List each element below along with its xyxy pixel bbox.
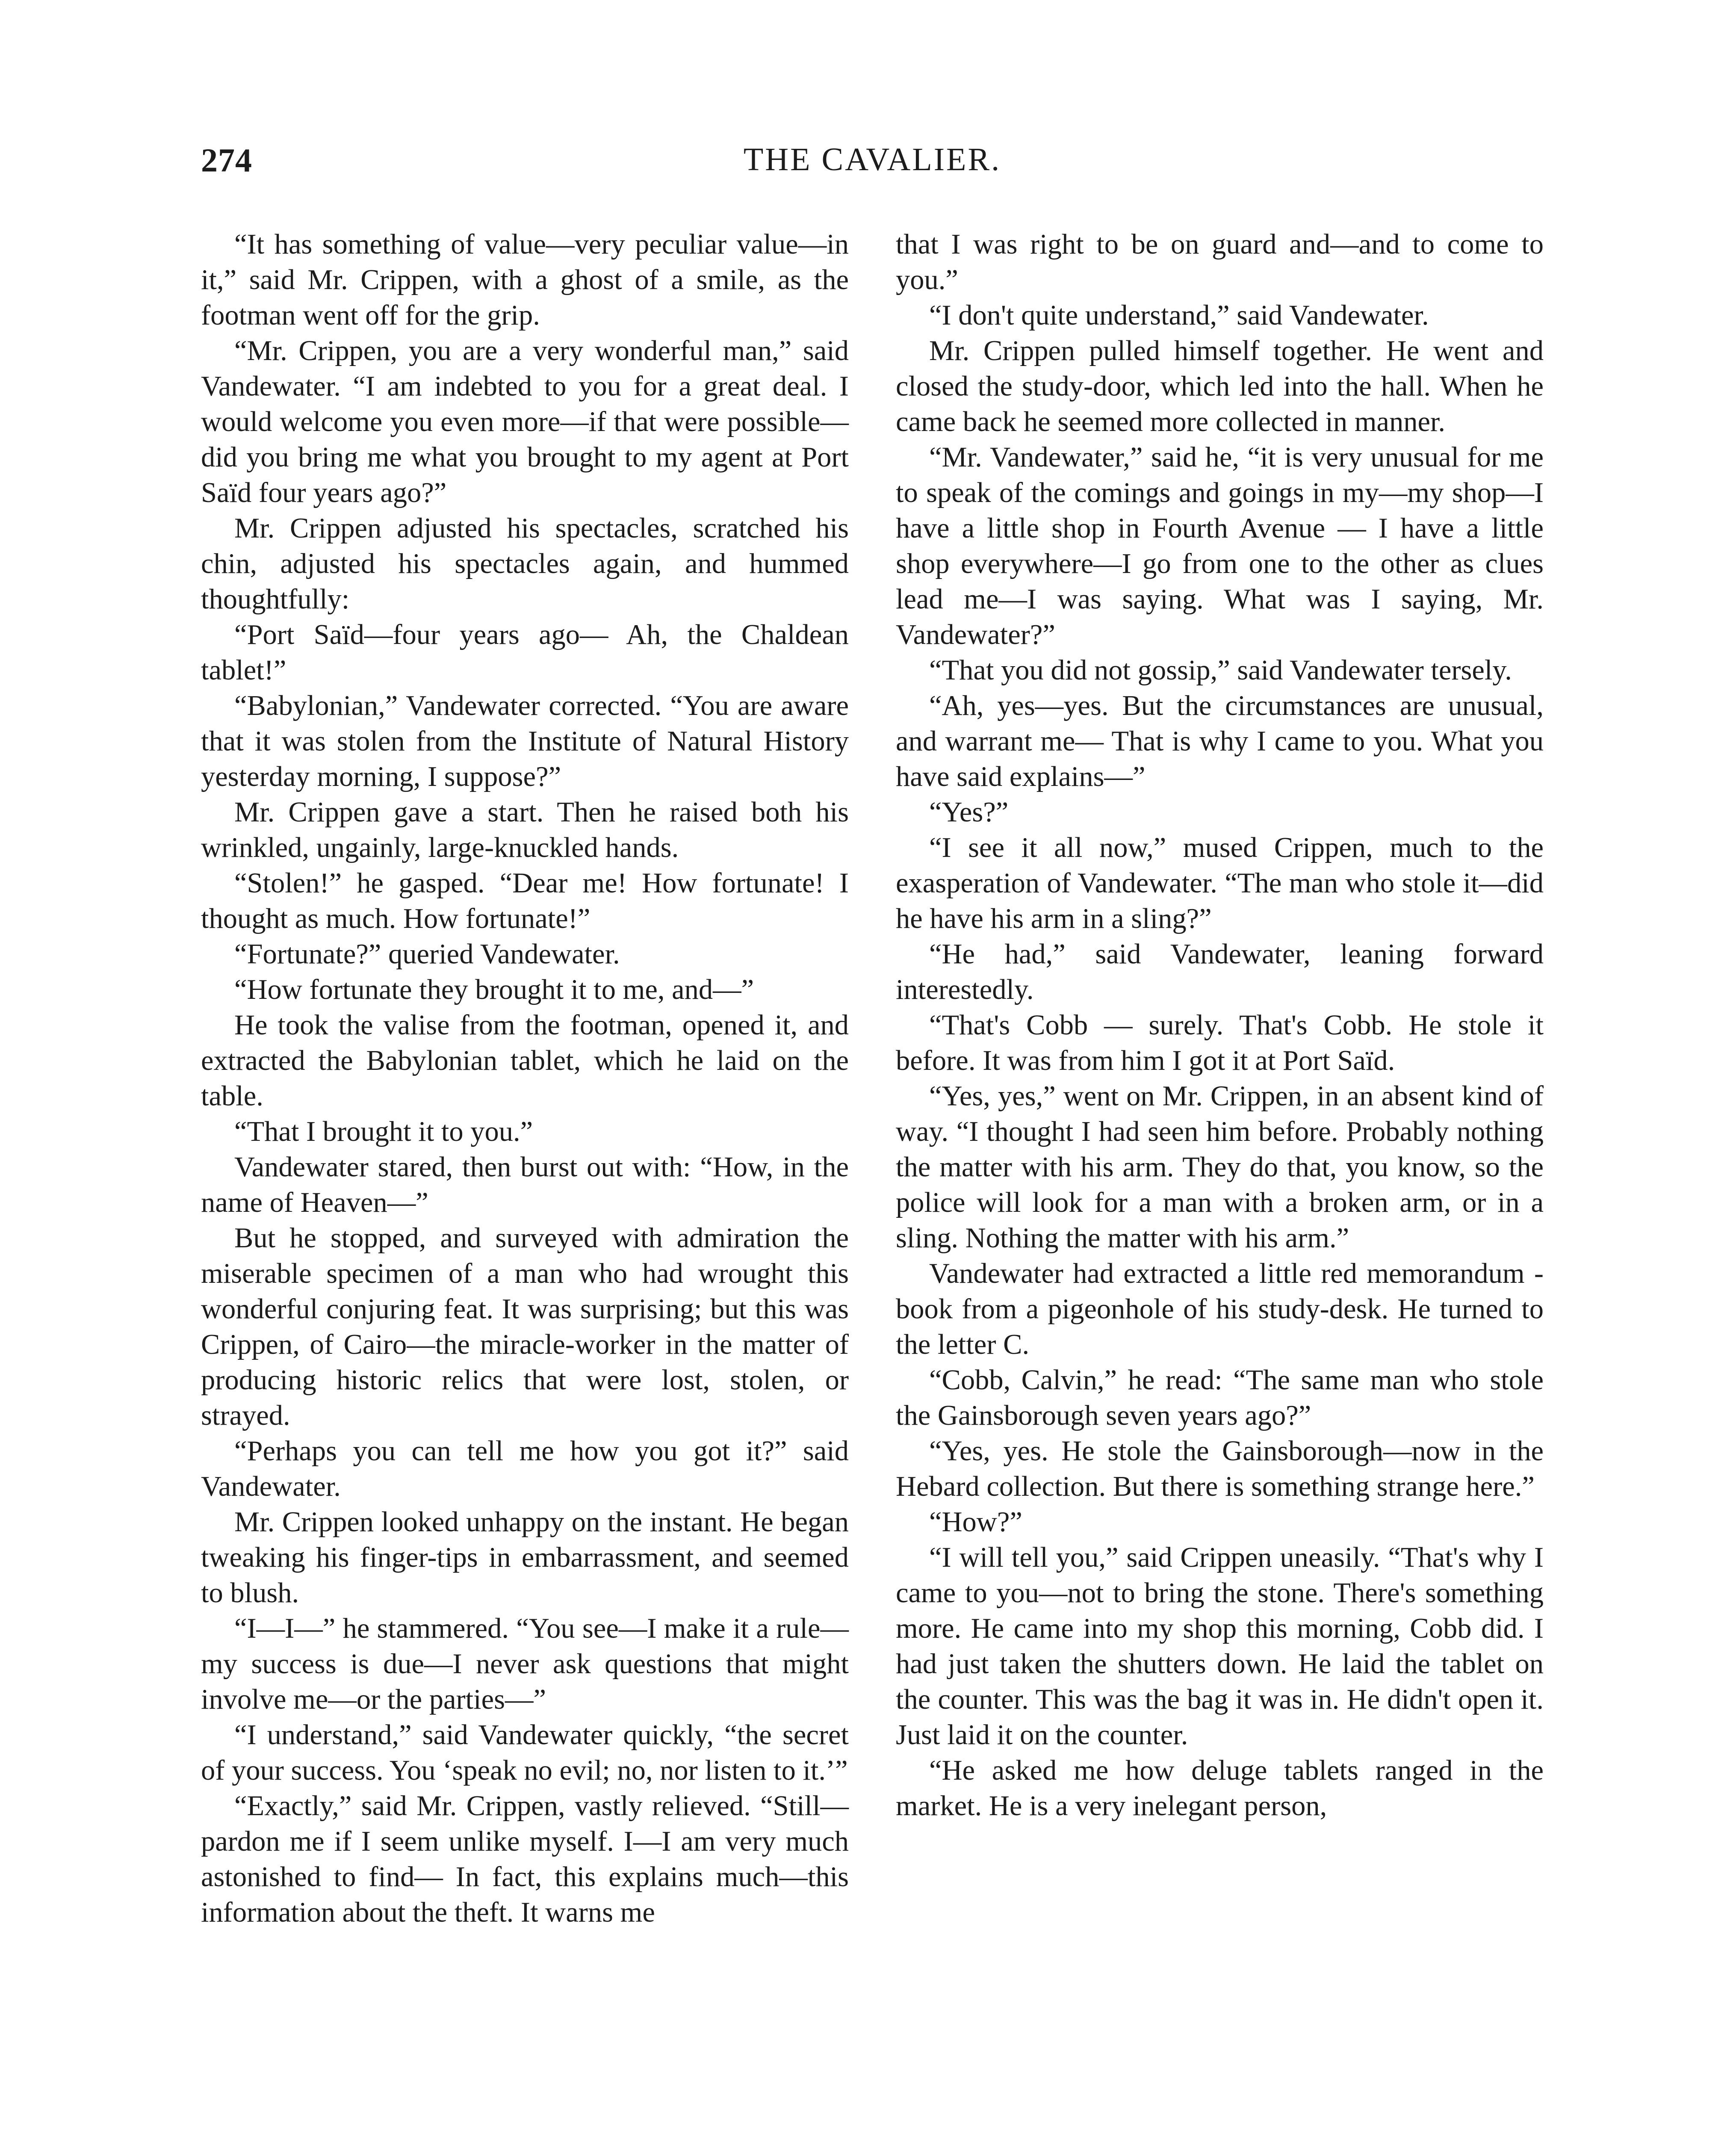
paragraph: “I will tell you,” said Crippen uneasily. “That's why I came to you—not to bring the stone. There's something more. He came into my shop this morning, Cobb did. I had just taken the shutters down. He laid the tablet on the counter. This was the bag it was in. He didn't open it. Just laid it on the counter.	[896, 1542, 1544, 1751]
paragraph: “Yes?”	[929, 797, 1009, 828]
paragraph: He took the valise from the footman, opened it, and extracted the Babylonian tablet, which he laid on the table.	[201, 1010, 849, 1112]
paragraph: “Yes, yes,” went on Mr. Crippen, in an absent kind of way. “I thought I had seen him before. Probably nothing the matter with his arm. They do that, you know, so the police will look for a man with a broken arm, or in a sling. Nothing the matter with his arm.”	[896, 1081, 1544, 1254]
paragraph: “That's Cobb — surely. That's Cobb. He stole it before. It was from him I got it at Port Saïd.	[896, 1010, 1544, 1076]
paragraph: But he stopped, and surveyed with admiration the miserable specimen of a man who had wrought this wonderful conjuring feat. It was surprising; but this was Crippen, of Cairo—the miracle-worker in the matter of producing historic relics that were lost, stolen, or strayed.	[201, 1223, 849, 1431]
paragraph: Vandewater had extracted a little red memorandum - book from a pigeonhole of his study-desk. He turned to the letter C.	[896, 1258, 1544, 1360]
paragraph: “Mr. Vandewater,” said he, “it is very unusual for me to speak of the comings and goings in my—my shop—I have a little shop in Fourth Avenue — I have a little shop everywhere—I go from one to the other as clues lead me—I was saying. What was I saying, Mr. Vandewater?”	[896, 442, 1544, 650]
paragraph: “That I brought it to you.”	[234, 1116, 533, 1147]
paragraph: “Stolen!” he gasped. “Dear me! How fortunate! I thought as much. How fortunate!”	[201, 868, 849, 934]
paragraph: Mr. Crippen pulled himself together. He went and closed the study-door, which led into the hall. When he came back he seemed more collected in manner.	[896, 335, 1544, 437]
paragraph: “Fortunate?” queried Vandewater.	[234, 939, 620, 970]
page-header	[201, 141, 1544, 188]
paragraph: “Yes, yes. He stole the Gainsborough—now in the Hebard collection. But there is something strange here.”	[896, 1435, 1544, 1502]
paragraph: Mr. Crippen adjusted his spectacles, scratched his chin, adjusted his spectacles again, and hummed thoughtfully:	[201, 513, 849, 615]
paragraph: “Mr. Crippen, you are a very wonderful man,” said Vandewater. “I am indebted to you for a great deal. I would welcome you even more—if that were possible—did you bring me what you brought to my agent at Port Saïd four years ago?”	[201, 335, 849, 508]
paragraph: “Port Saïd—four years ago— Ah, the Chaldean tablet!”	[201, 619, 849, 686]
paragraph: “He had,” said Vandewater, leaning forward interestedly.	[896, 939, 1544, 1005]
paragraph: “How fortunate they brought it to me, and—”	[234, 974, 754, 1005]
paragraph: “Cobb, Calvin,” he read: “The same man who stole the Gainsborough seven years ago?”	[896, 1364, 1544, 1431]
paragraph: “Ah, yes—yes. But the circumstances are unusual, and warrant me— That is why I came to you. What you have said explains—”	[896, 690, 1544, 792]
paragraph: “I don't quite understand,” said Vandewater.	[929, 300, 1429, 331]
paragraph: “He asked me how deluge tablets ranged in the market. He is a very inelegant person,	[896, 1755, 1544, 1822]
paragraph: “That you did not gossip,” said Vandewater tersely.	[929, 655, 1512, 686]
paragraph: Mr. Crippen looked unhappy on the instant. He began tweaking his finger-tips in embarrassment, and seemed to blush.	[201, 1506, 849, 1609]
paragraph: “I see it all now,” mused Crippen, much to the exasperation of Vandewater. “The man who stole it—did he have his arm in a sling?”	[896, 832, 1544, 934]
paragraph: “I—I—” he stammered. “You see—I make it a rule—my success is due—I never ask questions that might involve me—or the parties—”	[201, 1613, 849, 1715]
continued-paragraph: that I was right to be on guard and—and to come to you.”	[896, 229, 1544, 295]
paragraph: Mr. Crippen gave a start. Then he raised both his wrinkled, ungainly, large-knuckled hands.	[201, 797, 849, 863]
paragraph: Vandewater stared, then burst out with: “How, in the name of Heaven—”	[201, 1152, 849, 1218]
paragraph: “It has something of value—very peculiar value—in it,” said Mr. Crippen, with a ghost of a smile, as the footman went off for the grip.	[201, 229, 849, 331]
running-title: THE CAVALIER.	[743, 142, 1001, 177]
paragraph: “Perhaps you can tell me how you got it?” said Vandewater.	[201, 1435, 849, 1502]
right-column	[896, 227, 1544, 1824]
page-number: 274	[201, 142, 252, 179]
paragraph: “I understand,” said Vandewater quickly, “the secret of your success. You ‘speak no evil; no, nor listen to it.’”	[201, 1719, 849, 1786]
paragraph: “How?”	[929, 1506, 1022, 1538]
paragraph: “Exactly,” said Mr. Crippen, vastly relieved. “Still—pardon me if I seem unlike myself. I—I am very much astonished to find— In fact, this explains much—this information about the theft. It warns me	[201, 1790, 849, 1928]
left-column	[201, 227, 849, 1930]
paragraph: “Babylonian,” Vandewater corrected. “You are aware that it was stolen from the Institute of Natural History yesterday morning, I suppose?”	[201, 690, 849, 792]
